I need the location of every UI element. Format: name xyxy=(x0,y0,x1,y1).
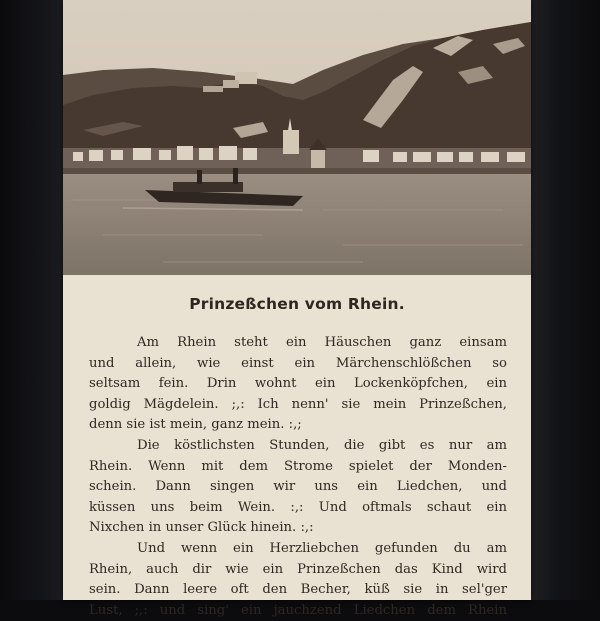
verse-line: küssen uns beim Wein. :,: Und oftmals schaut ein xyxy=(89,498,507,519)
verse-2 xyxy=(89,436,507,539)
rhine-landscape-illustration xyxy=(63,0,531,275)
verse-line: Die köstlichsten Stunden, die gibt es nur am xyxy=(89,436,507,457)
verse-line: schein. Dann singen wir uns ein Liedchen, und xyxy=(89,477,507,498)
verse-line: Lust, ;,: und sing' ein jauchzend Liedchen dem Rhein xyxy=(89,601,507,621)
verse-line: seltsam fein. Drin wohnt ein Lockenköpfchen, ein xyxy=(89,374,507,395)
verse-line: denn sie ist mein, ganz mein. :,; xyxy=(89,415,507,436)
verse-line: goldig Mägdelein. ;,: Ich nenn' sie mein Prinzeßchen, xyxy=(89,395,507,416)
landscape-picture xyxy=(63,0,531,275)
dark-background-left xyxy=(0,0,64,600)
verse-line: Nixchen in unser Glück hinein. :,: xyxy=(89,518,507,539)
verse-line: Und wenn ein Herzliebchen gefunden du am xyxy=(89,539,507,560)
verse-line: Rhein, auch dir wie ein Prinzeßchen das Kind wird xyxy=(89,560,507,581)
postcard xyxy=(63,0,531,600)
verse-line: Am Rhein steht ein Häuschen ganz einsam xyxy=(89,333,507,354)
dark-background-right xyxy=(531,0,600,600)
verse-line: Rhein. Wenn mit dem Strome spielet der Monden- xyxy=(89,457,507,478)
verse-3 xyxy=(89,539,507,621)
verse-1 xyxy=(89,333,507,436)
verse-line: und allein, wie einst ein Märchenschlößchen so xyxy=(89,354,507,375)
verse-line: sein. Dann leere oft den Becher, küß sie in sel'ger xyxy=(89,580,507,601)
song-title: Prinzeßchen vom Rhein. xyxy=(63,295,531,313)
